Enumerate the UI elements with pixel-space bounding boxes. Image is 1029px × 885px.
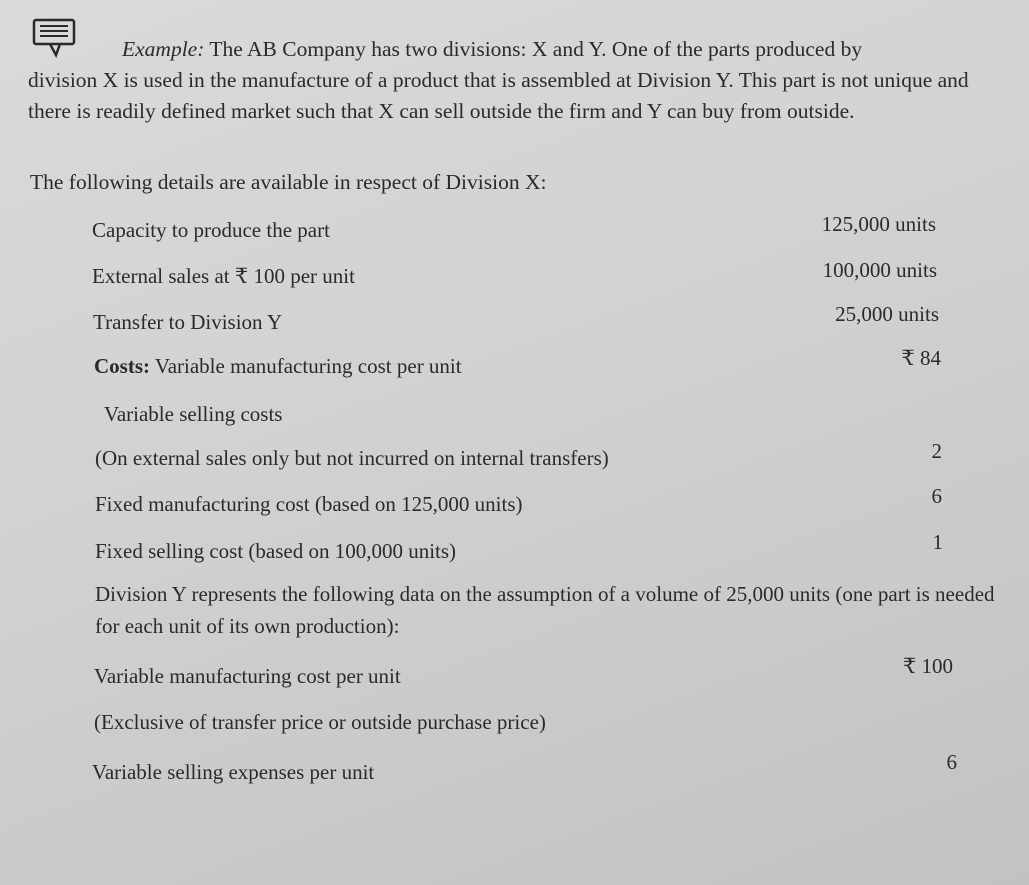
example-first-line — [28, 34, 988, 65]
row-y-selling-label: Variable selling expenses per unit — [92, 760, 375, 784]
row-transfer-label: Transfer to Division Y — [93, 310, 283, 334]
row-fixed-selling-label: Fixed selling cost (based on 100,000 units) — [95, 539, 457, 563]
row-external-sales-label: External sales at ₹ 100 per unit — [92, 264, 355, 288]
row-fixed-mfg-value: 6 — [931, 484, 942, 508]
costs-label: Costs: — [94, 354, 150, 378]
row-fixed-mfg-label: Fixed manufacturing cost (based on 125,000 units) — [95, 492, 523, 516]
division-y-intro: Division Y represents the following data on the assumption of a volume of 25,000 units (one part is needed for each unit of its own production): — [95, 582, 995, 638]
example-line1: The AB Company has two divisions: X and Y. One of the parts produced by — [209, 37, 863, 61]
row-y-variable-mfg-label: Variable manufacturing cost per unit — [94, 664, 401, 688]
row-external-sales-value: 100,000 units — [822, 258, 937, 282]
row-variable-mfg-label: Variable manufacturing cost per unit — [154, 354, 462, 378]
division-x-intro: The following details are available in respect of Division X: — [30, 170, 547, 194]
example-paragraph — [28, 34, 988, 127]
row-selling-note-value: 2 — [931, 439, 942, 463]
row-variable-mfg-cost — [94, 354, 462, 379]
row-selling-note-label: (On external sales only but not incurred on internal transfers) — [95, 446, 609, 470]
row-variable-selling-label: Variable selling costs — [104, 402, 283, 426]
row-y-variable-mfg-value: ₹ 100 — [902, 654, 953, 678]
row-capacity-value: 125,000 units — [821, 212, 936, 236]
row-y-selling-value: 6 — [946, 750, 957, 774]
row-variable-mfg-value: ₹ 84 — [901, 346, 941, 370]
row-capacity-label: Capacity to produce the part — [92, 218, 330, 242]
row-y-exclusive-note-label: (Exclusive of transfer price or outside purchase price) — [94, 710, 546, 734]
example-body: division X is used in the manufacture of a product that is assembled at Division Y. This part is not unique and there is readily defined market such that X can sell outside the firm and Y can buy from outside. — [28, 68, 969, 123]
row-transfer-value: 25,000 units — [835, 302, 939, 326]
example-label: Example: — [122, 37, 205, 61]
row-fixed-selling-value: 1 — [932, 530, 943, 554]
